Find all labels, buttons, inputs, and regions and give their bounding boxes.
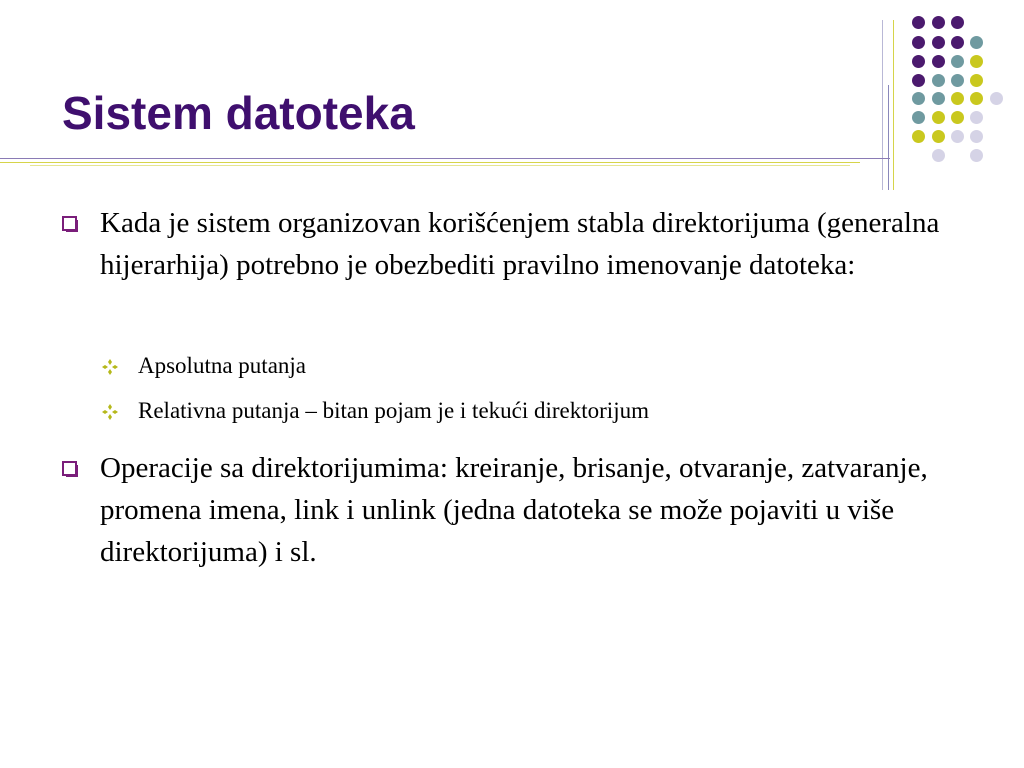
decorative-dot	[932, 149, 945, 162]
decorative-dot	[932, 16, 945, 29]
decorative-dot	[912, 92, 925, 105]
decorative-dot	[912, 16, 925, 29]
hollow-square-bullet-icon	[62, 461, 77, 476]
decorative-horizontal-line	[30, 165, 850, 166]
decorative-dot	[932, 55, 945, 68]
sub-bullet-text: Relativna putanja – bitan pojam je i tekući direktorijum	[138, 398, 649, 423]
four-diamond-bullet-icon	[102, 359, 118, 375]
decorative-dot	[912, 36, 925, 49]
decorative-dot	[951, 130, 964, 143]
decorative-dot	[912, 130, 925, 143]
decorative-dot	[932, 36, 945, 49]
decorative-dot	[932, 130, 945, 143]
decorative-dot	[970, 92, 983, 105]
decorative-horizontal-line	[0, 158, 890, 159]
decorative-dot	[951, 55, 964, 68]
decorative-horizontal-line	[0, 162, 860, 163]
sub-bullet-text: Apsolutna putanja	[138, 353, 306, 378]
decorative-dot	[970, 111, 983, 124]
decorative-dot	[951, 92, 964, 105]
decorative-dot	[990, 92, 1003, 105]
decorative-dot	[951, 36, 964, 49]
decorative-dot	[951, 16, 964, 29]
decorative-dot	[932, 111, 945, 124]
decorative-dot	[932, 92, 945, 105]
decorative-dot	[951, 111, 964, 124]
decorative-dot	[970, 55, 983, 68]
decorative-dot	[912, 111, 925, 124]
decorative-dot	[970, 74, 983, 87]
hollow-square-bullet-icon	[62, 216, 77, 231]
four-diamond-bullet-icon	[102, 404, 118, 420]
decorative-dot	[970, 130, 983, 143]
decorative-dot	[951, 74, 964, 87]
slide-title: Sistem datoteka	[62, 87, 415, 139]
decorative-dot	[970, 36, 983, 49]
bullet-text: Kada je sistem organizovan korišćenjem stabla direktorijuma (generalna hijerarhija) potrebno je obezbediti pravilno imenovanje datoteka:	[100, 207, 940, 281]
decorative-vertical-line	[893, 20, 894, 190]
decorative-dot	[912, 55, 925, 68]
bullet-text: Operacije sa direktorijumima: kreiranje, brisanje, otvaranje, zatvaranje, promena imena, link i unlink (jedna datoteka se može pojaviti u više direktorijuma) i sl.	[100, 452, 928, 568]
decorative-vertical-line	[882, 20, 883, 190]
decorative-dot	[932, 74, 945, 87]
decorative-vertical-line	[888, 85, 889, 190]
decorative-dot	[912, 74, 925, 87]
decorative-dot	[970, 149, 983, 162]
